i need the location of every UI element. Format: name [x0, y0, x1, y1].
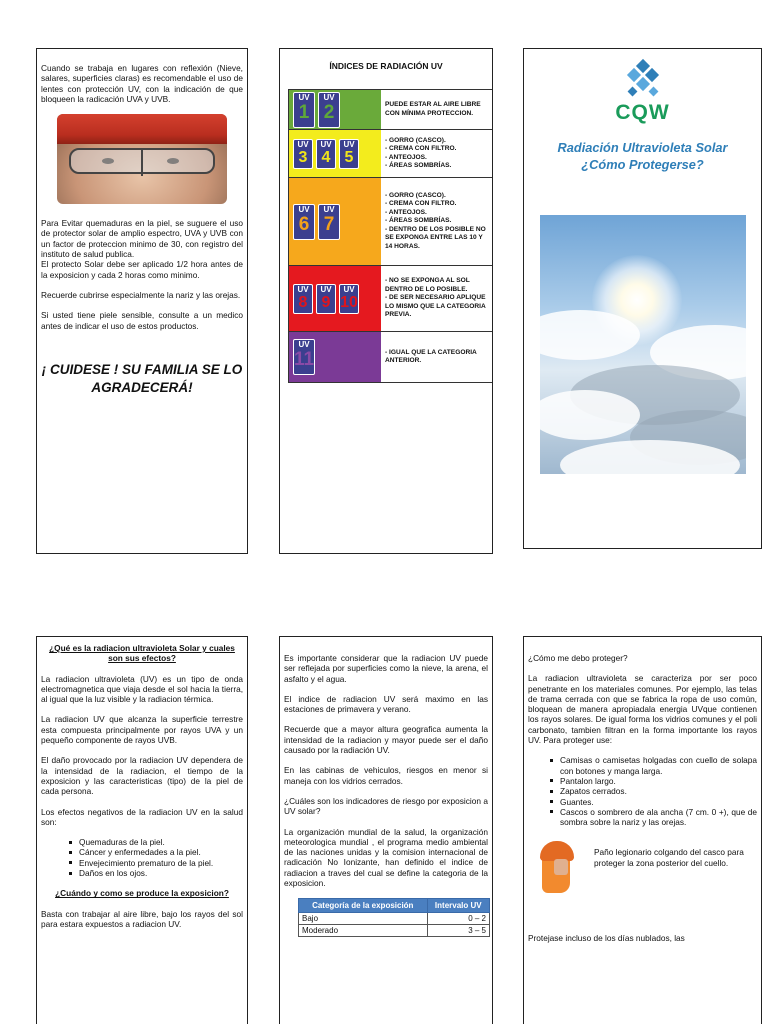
uv-index-table	[288, 89, 493, 383]
uv-table-title: ÍNDICES DE RADIACIÓN UV	[329, 61, 443, 71]
uv-index-number: 4	[321, 148, 331, 166]
cover-panel	[523, 48, 762, 549]
exposure-paragraph: Basta con trabajar al aire libre, bajo los rayos del sol para estara expuestos a radiacion UV.	[41, 908, 243, 929]
uv-badge-label: UV	[323, 92, 335, 102]
panel-como-protegerse	[523, 636, 762, 1024]
uv-recommendation-text: - GORRO (CASCO). - CREMA CON FILTRO. - ANTEOJOS. - ÁREAS SOMBRÍAS. - DENTRO DE LOS POSIBLE NO SE EXPONGA ENTRE LAS 10 Y 14 HORAS.	[385, 192, 486, 250]
uv-index-badge	[293, 139, 313, 169]
uv-index-number: 7	[323, 213, 335, 235]
uv-recommendation	[381, 266, 493, 331]
cloudy-days-paragraph: Protejase incluso de los días nublados, las	[528, 933, 685, 944]
list-item: Guantes.	[550, 797, 757, 807]
list-item: Cáncer y enfermedades a la piel.	[69, 847, 243, 857]
uv-index-badge	[339, 284, 359, 314]
section-heading: ¿Qué es la radiacion ultravioleta Solar y cuales son sus efectos?	[49, 643, 235, 664]
uv-badge-label: UV	[297, 284, 309, 294]
uv-index-number: 5	[344, 148, 354, 166]
uv-index-number: 2	[323, 101, 335, 123]
list-item: Quemaduras de la piel.	[69, 837, 243, 847]
uv-index-number: 1	[298, 101, 310, 123]
uv-badge-label: UV	[298, 92, 310, 102]
uv-recommendation-text: - GORRO (CASCO). - CREMA CON FILTRO. - ANTEOJOS. - ÁREAS SOMBRÍAS.	[385, 136, 457, 169]
uv-color-swatch	[289, 266, 381, 331]
panel-indicadores	[279, 636, 493, 1024]
uv-color-swatch	[289, 130, 381, 177]
vehicles-paragraph: En las cabinas de vehiculos, riesgos en menor si maneja con los vidrios cerrados.	[284, 765, 488, 786]
slogan: ¡ CUIDESE ! SU FAMILIA SE LO AGRADECERÁ!	[41, 361, 243, 395]
uv-badge-label: UV	[297, 139, 309, 149]
nariz-orejas-paragraph: Recuerde cubrirse especialmente la nariz y las orejas.	[41, 289, 241, 300]
uv-index-number: 11	[293, 349, 315, 370]
uv-index-number: 3	[298, 148, 308, 166]
panel-que-es-radiacion	[36, 636, 248, 1024]
composition-paragraph: La radiacion UV que alcanza la superficie terrestre esta compuesta principalmente por rayos UVA y un pequeño componente de rayos UVB.	[41, 714, 243, 746]
uv-index-badge	[293, 339, 315, 375]
uv-index-badge	[339, 139, 359, 169]
uv-badge-label: UV	[320, 284, 332, 294]
table-cell-category: Moderado	[299, 925, 428, 937]
intro-paragraph: Cuando se trabaja en lugares con reflexión (Nieve, salares, superficies claras) es recomendable el uso de lentes con protección UV, con la indicación de que bloqueen la radicación UVA y UVB.	[41, 63, 243, 104]
list-item: Zapatos cerrados.	[550, 786, 757, 796]
uv-index-row	[289, 90, 493, 130]
helmet-caption: Paño legionario colgando del casco para proteger la zona posterior del cuello.	[594, 847, 744, 868]
effects-intro: Los efectos negativos de la radiacion UV en la salud son:	[41, 806, 243, 827]
uv-index-row	[289, 266, 493, 332]
uv-recommendation	[381, 130, 493, 177]
table-cell-range: 3 – 5	[427, 925, 489, 937]
protection-list	[528, 755, 757, 827]
uv-index-badge	[293, 204, 315, 240]
altitude-paragraph: Recuerde que a mayor altura geografica aumenta la intensidad de la radiacion y mayor puede ser el daño causado por la radiación UV.	[284, 724, 488, 756]
uv-index-badge	[293, 284, 313, 314]
list-item: Camisas o camisetas holgadas con cuello de solapa con botones y manga larga.	[550, 755, 757, 776]
exposure-heading: ¿Cuándo y como se produce la exposicion?	[55, 888, 229, 899]
uv-recommendation-text: PUEDE ESTAR AL AIRE LIBRE CON MÍNIMA PROTECCION.	[385, 101, 481, 117]
protect-paragraph: La radiacion ultravioleta se caracteriza por ser poco penetrante en los materiales comunes. Por ejemplo, las telas de trama cerrada con que se fabrica la ropa de uso común, bloquean de manera apropiadala energia UVque contienen los rayos solares. De igual forma los vidrios comunes y el poli carbonato, tambien filtran en la forma importante los rayos UV. Para proteger use:	[528, 673, 757, 746]
worker-safety-glasses-photo	[57, 114, 227, 204]
uv-color-swatch	[289, 332, 381, 382]
cqw-logo-icon	[624, 61, 662, 99]
panel-lentes-protector	[36, 48, 248, 554]
uv-badge-label: UV	[298, 340, 310, 349]
uv-index-number: 9	[321, 293, 331, 311]
cover-title-line1: Radiación Ultravioleta Solar	[557, 140, 728, 155]
list-item: Pantalon largo.	[550, 776, 757, 786]
uv-badge-label: UV	[320, 139, 332, 149]
uv-index-badge	[316, 284, 336, 314]
uv-index-number: 10	[340, 293, 358, 311]
list-item: Daños en los ojos.	[69, 868, 243, 878]
protector-paragraph: Para Evitar quemaduras en la piel, se suguere el uso de protector solar de amplio espectro, UVA y UVB con un factor de proteccion minimo de 30, con registro del instituto de salud publica.	[41, 218, 243, 260]
uv-index-number: 8	[298, 293, 308, 311]
sunny-sky-photo	[540, 215, 746, 474]
legionario-helmet-icon	[536, 837, 578, 897]
list-item: Envejecimiento prematuro de la piel.	[69, 858, 243, 868]
indicators-question: ¿Cuáles son los indicadores de riesgo por exposicion a UV solar?	[284, 795, 488, 817]
uv-badge-label: UV	[298, 204, 310, 214]
uv-color-swatch	[289, 178, 381, 265]
cover-title-line2: ¿Cómo Protegerse?	[581, 157, 704, 172]
table-header-range: Intervalo UV	[427, 899, 489, 913]
uv-color-swatch	[289, 90, 381, 129]
legionario-helmet-figure	[536, 837, 757, 897]
uv-index-badge	[318, 92, 340, 128]
uv-recommendation-text: - IGUAL QUE LA CATEGORIA ANTERIOR.	[385, 348, 477, 364]
uv-index-badge	[316, 139, 336, 169]
exposure-category-table	[298, 898, 490, 937]
definition-paragraph: La radiacion ultravioleta (UV) es un tipo de onda electromagnetica que viaja desde el sol hacia la tierra, al igual que la luz visible y la radiacion térmica.	[41, 673, 243, 705]
protect-question: ¿Cómo me debo proteger?	[528, 653, 628, 663]
uv-recommendation	[381, 332, 493, 382]
logo-text: CQW	[615, 101, 670, 124]
uv-recommendation	[381, 90, 493, 129]
uv-index-row	[289, 332, 493, 382]
oms-paragraph: La organización mundial de la salud, la organización meteorologica mundial , el programa medio ambiental de las naciones unidas y la comision internacional de radicación No Ionizante, han definido el indice de radiacion a traves del cual se define la categoria de la exposicion.	[284, 826, 488, 889]
uv-index-number: 6	[298, 213, 310, 235]
table-row	[299, 913, 490, 925]
cover-title	[534, 139, 751, 173]
panel-indices-uv	[279, 48, 493, 554]
table-header-category: Categoría de la exposición	[299, 899, 428, 913]
damage-paragraph: El daño provocado por la radiacion UV dependera de la intensidad de la radiacion, el tiempo de la exposicion y las caracteristicas (tipo) de la piel de cada persona.	[41, 755, 243, 797]
table-cell-category: Bajo	[299, 913, 428, 925]
list-item: Cascos o sombrero de ala ancha (7 cm. 0 +), que de sombra sobre la nariz y las orejas.	[550, 807, 757, 828]
effects-list	[41, 837, 243, 878]
table-cell-range: 0 – 2	[427, 913, 489, 925]
uv-badge-label: UV	[343, 139, 355, 149]
aplicacion-paragraph: El protecto Solar debe ser aplicado 1/2 hora antes de la exposicion y cada 2 horas como minimo.	[41, 259, 243, 280]
seasons-paragraph: El indice de radiacion UV será maximo en las estaciones de primavera y verano.	[284, 693, 488, 715]
piel-sensible-paragraph: Si usted tiene piele sensible, consulte a un medico antes de indicar el uso de estos productos.	[41, 310, 243, 331]
uv-index-badge	[318, 204, 340, 240]
uv-index-row	[289, 130, 493, 178]
uv-recommendation	[381, 178, 493, 265]
uv-index-badge	[293, 92, 315, 128]
uv-badge-label: UV	[343, 284, 355, 294]
table-row	[299, 925, 490, 937]
uv-index-row	[289, 178, 493, 266]
uv-badge-label: UV	[323, 204, 335, 214]
uv-recommendation-text: - NO SE EXPONGA AL SOL DENTRO DE LO POSIBLE. - DE SER NECESARIO APLIQUE LO MISMO QUE LA CATEGORIA PREVIA.	[385, 277, 486, 319]
reflection-paragraph: Es importante considerar que la radiacion UV puede ser reflejada por superficies como la nieve, la arena, el asfalto y el agua.	[284, 653, 488, 684]
